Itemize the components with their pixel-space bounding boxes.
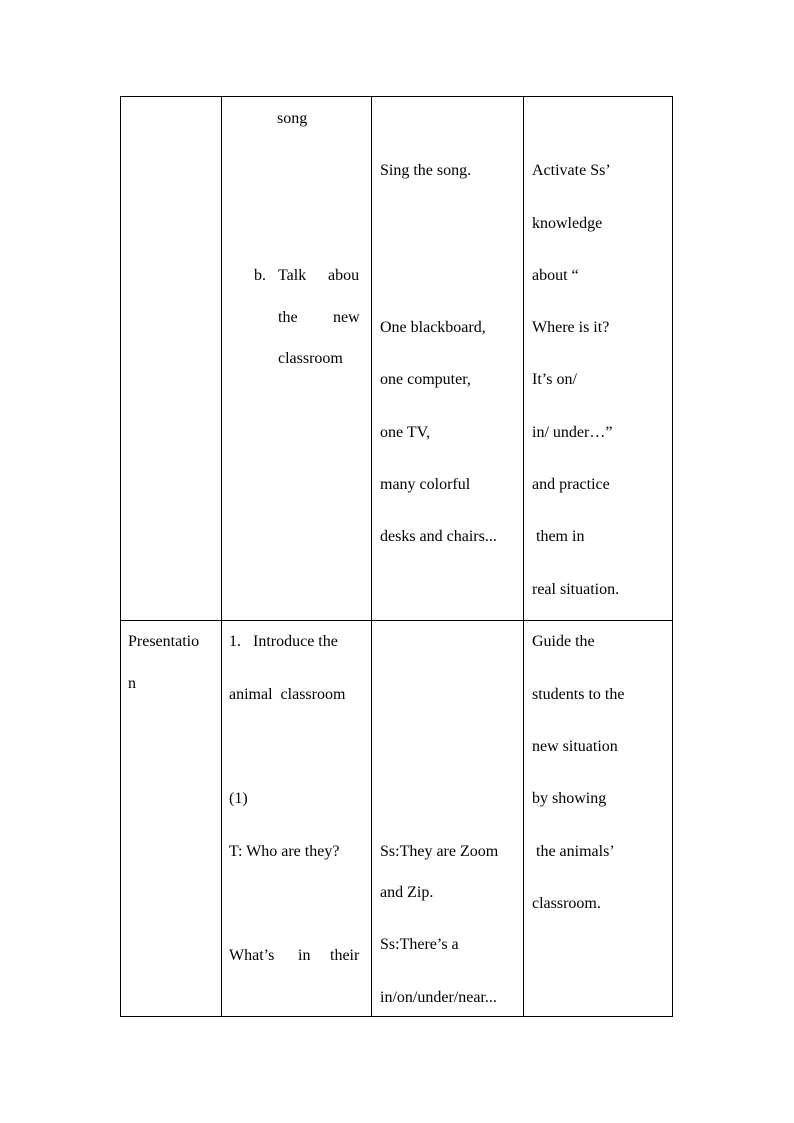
song-text: song: [277, 110, 308, 127]
stage-label-continued: n: [128, 675, 136, 692]
media-line: one TV,: [380, 424, 431, 441]
purpose-line: new situation: [532, 738, 618, 755]
sub-number: (1): [229, 790, 248, 807]
column-divider-2: [371, 97, 372, 1016]
purpose-line: knowledge: [532, 215, 603, 232]
media-line: One blackboard,: [380, 319, 486, 336]
purpose-line: by showing: [532, 790, 607, 807]
purpose-line: Activate Ss’: [532, 162, 611, 179]
purpose-line: students to the: [532, 686, 625, 703]
media-line: desks and chairs...: [380, 528, 497, 545]
purpose-line: and practice: [532, 476, 610, 493]
column-divider-3: [523, 97, 524, 1016]
animal-classroom-text: animal classroom: [229, 686, 346, 703]
media-line: Sing the song.: [380, 162, 472, 179]
row-divider: [121, 620, 672, 621]
purpose-line: about “: [532, 267, 579, 284]
purpose-line: real situation.: [532, 581, 620, 598]
purpose-line: in/ under…”: [532, 424, 613, 441]
teacher-question: T: Who are they?: [229, 843, 340, 860]
column-divider-1: [221, 97, 222, 1016]
their-word: their: [330, 947, 360, 964]
student-response: and Zip.: [380, 884, 434, 901]
lesson-plan-table: [120, 96, 673, 1017]
intro-text: Introduce the: [253, 633, 338, 650]
purpose-line: the animals’: [532, 843, 615, 860]
student-response: Ss:They are Zoom: [380, 843, 499, 860]
purpose-line: them in: [532, 528, 585, 545]
classroom-word: classroom: [278, 350, 343, 367]
whats-word: What’s: [229, 947, 275, 964]
student-response: in/on/under/near...: [380, 989, 497, 1006]
new-word: new: [333, 309, 360, 326]
the-word: the: [278, 309, 298, 326]
list-marker-b: b.: [254, 267, 266, 284]
purpose-line: Where is it?: [532, 319, 610, 336]
student-response: Ss:There’s a: [380, 936, 459, 953]
purpose-line: It’s on/: [532, 371, 577, 388]
abou-word: abou: [328, 267, 360, 284]
talk-word: Talk: [278, 267, 307, 284]
purpose-line: classroom.: [532, 895, 601, 912]
purpose-line: Guide the: [532, 633, 595, 650]
intro-number: 1.: [229, 633, 241, 650]
media-line: many colorful: [380, 476, 471, 493]
in-word: in: [298, 947, 311, 964]
media-line: one computer,: [380, 371, 471, 388]
stage-label: Presentatio: [128, 633, 200, 650]
